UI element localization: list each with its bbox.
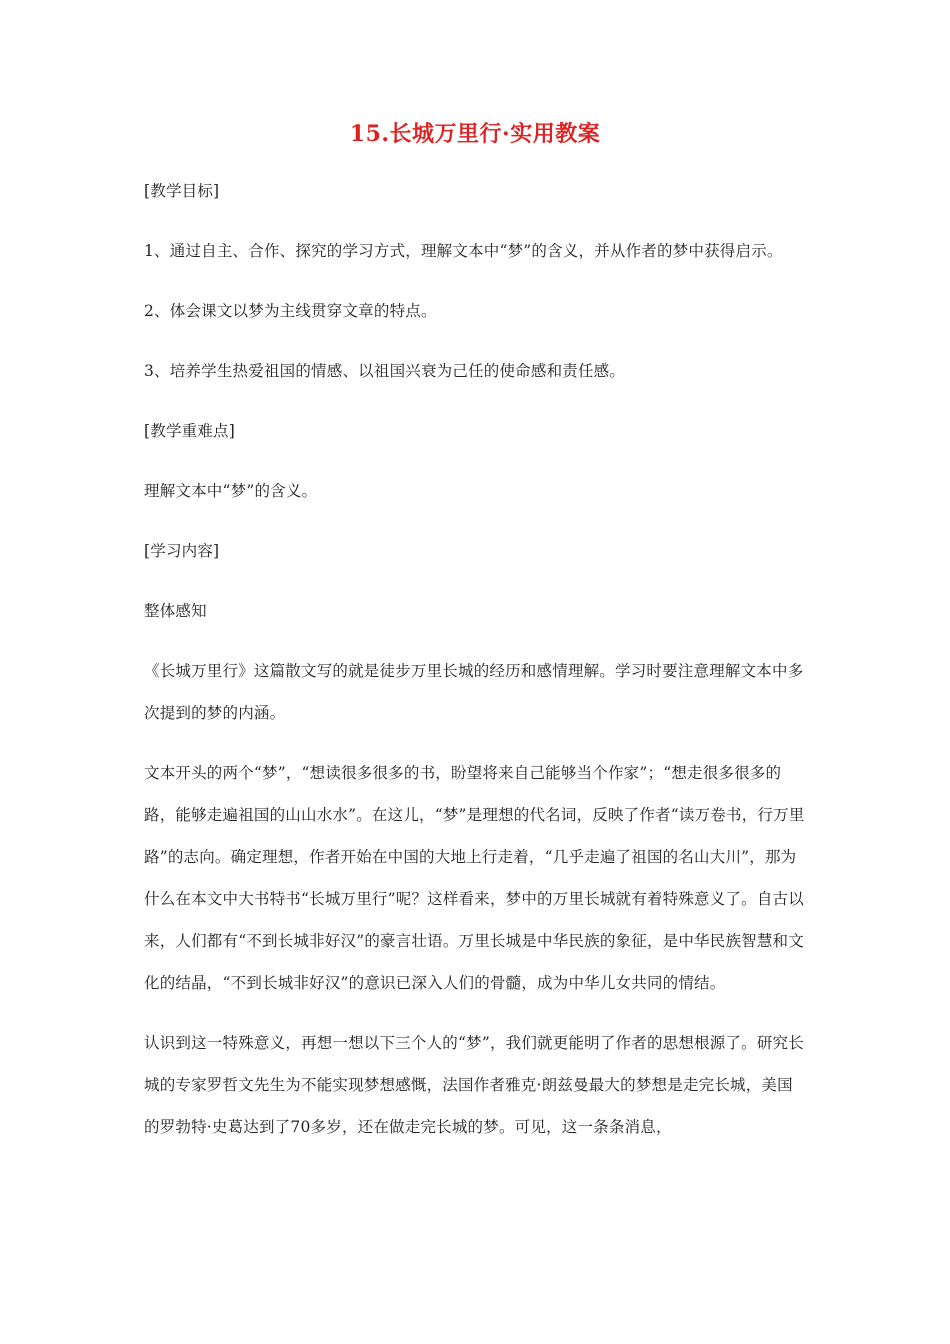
document-title: 15.长城万里行·实用教案 bbox=[349, 121, 601, 147]
section-heading-teaching-goals: [教学目标] bbox=[144, 182, 220, 200]
paragraph-intro: 《长城万里行》这篇散文写的就是徒步万里长城的经历和感情理解。学习时要注意理解文本中多次提到的梦的内涵。 bbox=[144, 662, 804, 722]
paragraph-dreams-meaning: 文本开头的两个“梦”，“想读很多很多的书，盼望将来自己能够当个作家”；“想走很多很多的路，能够走遍祖国的山山水水”。在这儿，“梦”是理想的代名词，反映了作者“读万卷书，行万里路”的志向。确定理想，作者开始在中国的大地上行走着，“几乎走遍了祖国的名山大川”，那为什么在本文中大书特书“长城万里行”呢？这样看来，梦中的万里长城就有着特殊意义了。自古以来，人们都有“不到长城非好汉”的豪言壮语。万里长城是中华民族的象征，是中华民族智慧和文化的结晶，“不到长城非好汉”的意识已深入人们的骨髓，成为中华儿女共同的情结。 bbox=[144, 764, 805, 992]
goal-item-1: 1、通过自主、合作、探究的学习方式，理解文本中“梦”的含义，并从作者的梦中获得启示。 bbox=[144, 242, 783, 260]
goal-item-3: 3、培养学生热爱祖国的情感、以祖国兴衰为己任的使命感和责任感。 bbox=[144, 362, 626, 380]
document-body bbox=[144, 170, 808, 1166]
paragraph-three-dreams: 认识到这一特殊意义，再想一想以下三个人的“梦”，我们就更能明了作者的思想根源了。研究长城的专家罗哲文先生为不能实现梦想感慨，法国作者雅克·朗兹曼最大的梦想是走完长城，美国的罗勃特·史葛达到了70多岁，还在做走完长城的梦。可见，这一条条消息， bbox=[144, 1034, 804, 1136]
subheading-overall-perception: 整体感知 bbox=[144, 602, 207, 620]
goal-item-2: 2、体会课文以梦为主线贯穿文章的特点。 bbox=[144, 302, 437, 320]
section-heading-key-points: [教学重难点] bbox=[144, 422, 235, 440]
key-point-text: 理解文本中“梦”的含义。 bbox=[144, 482, 318, 500]
section-heading-learning-content: [学习内容] bbox=[144, 542, 220, 560]
